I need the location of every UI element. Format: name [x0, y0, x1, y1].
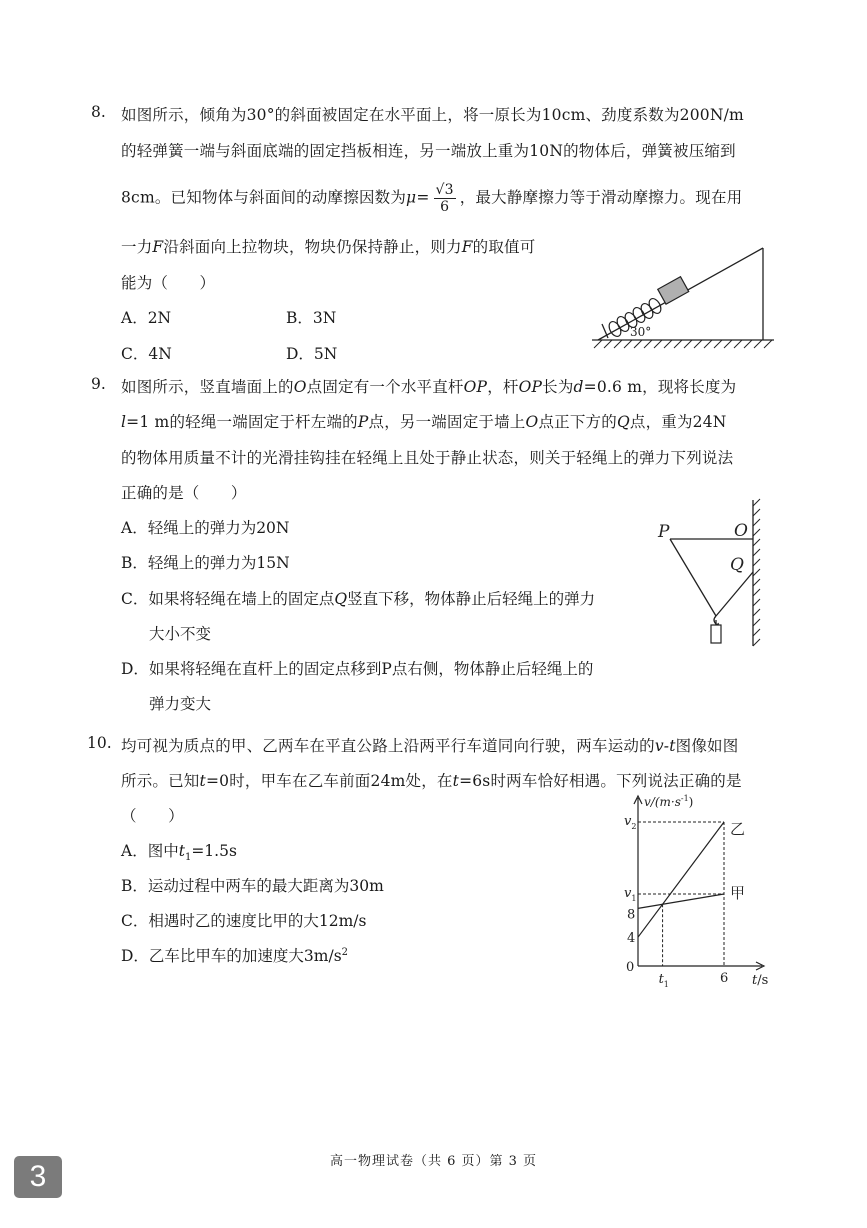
q9-option-a[interactable]: A．轻绳上的弹力为20N — [121, 519, 290, 537]
vt-chart — [612, 790, 792, 990]
x-axis-label: t/s — [752, 973, 769, 988]
rod-op-2: OP — [518, 378, 543, 396]
y-tick-v2: $v_2$ — [624, 814, 637, 831]
force-symbol-2: F — [461, 238, 473, 256]
q10-line-1-b: 图像如图 — [675, 737, 739, 755]
q8-option-c[interactable]: C．4N — [121, 345, 172, 363]
q8-line-1: 如图所示，倾角为30°的斜面被固定在水平面上，将一原长为10cm、劲度系数为200N/m — [121, 106, 744, 124]
q8-line-4 — [121, 235, 535, 257]
q8-line-4-c: 的取值可 — [472, 238, 536, 256]
x-tick-t1: $t_1$ — [658, 972, 669, 989]
fraction-denominator: 6 — [440, 199, 450, 215]
x-tick-6: 6 — [720, 971, 729, 986]
q10-option-a[interactable] — [121, 839, 237, 863]
series-label-jia: 甲 — [730, 884, 746, 902]
q9-line-1-b: 点固定有一个水平直杆 — [306, 378, 464, 396]
q9-line-1-c: ，杆 — [487, 378, 519, 396]
q8-line-4-a: 一力 — [121, 238, 153, 256]
point-o-2: O — [525, 413, 539, 431]
rope-figure — [650, 496, 775, 652]
q9-option-d-cont: 弹力变大 — [149, 695, 212, 713]
q9-option-c-cont: 大小不变 — [149, 625, 212, 643]
q9-option-c-b: 竖直下移，物体静止后轻绳上的弹力 — [347, 590, 596, 608]
q10-line-2 — [121, 769, 742, 791]
point-o: O — [293, 378, 307, 396]
q10-option-a-pre: A．图中 — [121, 842, 179, 860]
q9-option-c-a: C．如果将轻绳在墙上的固定点 — [121, 590, 335, 608]
length-d: d — [573, 378, 584, 396]
q8-option-a[interactable]: A．2N — [121, 309, 172, 327]
label-p: P — [658, 522, 670, 542]
label-o: O — [734, 521, 748, 541]
label-q: Q — [730, 555, 744, 575]
q10-option-c[interactable]: C．相遇时乙的速度比甲的大12m/s — [121, 912, 367, 930]
q8-line-2: 的轻弹簧一端与斜面底端的固定挡板相连，另一端放上重为10N的物体后，弹簧被压缩到 — [121, 142, 736, 160]
q10-option-b[interactable]: B．运动过程中两车的最大距离为30m — [121, 877, 384, 895]
q10-line-1 — [121, 734, 738, 756]
q10-line-2-c: =6s时两车恰好相遇。下列说法正确的是 — [459, 772, 742, 790]
vt-symbol: v-t — [654, 737, 676, 755]
q9-line-2-c: 点正下方的 — [538, 413, 617, 431]
fraction-numerator: √3 — [435, 182, 454, 198]
q8-line-3 — [121, 182, 742, 215]
t1-subscript: 1 — [184, 852, 192, 864]
accel-superscript: 2 — [341, 946, 349, 958]
q9-line-1 — [121, 375, 736, 397]
y-tick-8: 8 — [627, 907, 636, 923]
q8-option-b[interactable]: B．3N — [286, 309, 337, 327]
length-l: l — [121, 413, 127, 431]
q9-line-1-d: 长为 — [542, 378, 574, 396]
page-number-badge: 3 — [14, 1156, 62, 1198]
point-p: P — [357, 413, 369, 431]
q10-option-d[interactable] — [121, 944, 348, 966]
force-symbol: F — [152, 238, 164, 256]
series-line-yi — [638, 822, 724, 937]
q9-option-b[interactable]: B．轻绳上的弹力为15N — [121, 554, 290, 572]
q9-option-c[interactable] — [121, 587, 595, 609]
q8-number: 8. — [91, 103, 106, 121]
q10-number: 10. — [87, 734, 112, 752]
q8-line-5: 能为（ ） — [121, 274, 216, 292]
y-axis-label: $v/(m\cdot s^{-1})$ — [644, 794, 694, 809]
y-tick-v1: $v_1$ — [624, 886, 637, 903]
rod-op: OP — [463, 378, 488, 396]
q10-line-3: （ ） — [121, 807, 184, 825]
q9-line-3: 的物体用质量不计的光滑挂钩挂在轻绳上且处于静止状态，则关于轻绳上的弹力下列说法 — [121, 449, 734, 467]
q10-line-1-a: 均可视为质点的甲、乙两车在平直公路上沿两平行车道同向行驶，两车运动的 — [121, 737, 655, 755]
q10-option-a-post: =1.5s — [191, 842, 237, 860]
y-tick-0: 0 — [626, 960, 635, 975]
page-footer: 高一物理试卷（共 6 页）第 3 页 — [329, 1154, 538, 1169]
q10-line-2-a: 所示。已知 — [121, 772, 200, 790]
q8-option-d[interactable]: D．5N — [286, 345, 338, 363]
q9-line-2-b: 点，另一端固定于墙上 — [368, 413, 526, 431]
incline-angle-label: 30° — [630, 325, 652, 339]
time-symbol: t — [199, 772, 206, 790]
mu-symbol: μ — [406, 188, 417, 207]
q9-line-4: 正确的是（ ） — [121, 484, 247, 502]
t1-symbol: t — [178, 842, 185, 860]
equals-sign: = — [416, 188, 430, 207]
q10-option-d-pre: D．乙车比甲车的加速度大3m/s — [121, 947, 342, 965]
q8-line-3-after: ，最大静摩擦力等于滑动摩擦力。现在用 — [459, 188, 743, 207]
hanging-weight — [711, 625, 721, 643]
q9-number: 9. — [91, 375, 106, 393]
q9-line-1-e: =0.6 m，现将长度为 — [583, 378, 737, 396]
series-label-yi: 乙 — [730, 820, 746, 838]
incline-figure — [588, 244, 778, 352]
series-line-jia — [638, 894, 724, 908]
q9-line-1-a: 如图所示，竖直墙面上的 — [121, 378, 294, 396]
q9-line-2-d: 点，重为24N — [629, 413, 727, 431]
point-q: Q — [616, 413, 630, 431]
y-tick-4: 4 — [627, 931, 636, 947]
q8-line-4-b: 沿斜面向上拉物块，物块仍保持静止，则力 — [163, 238, 462, 256]
q10-line-2-b: =0时，甲车在乙车前面24m处，在 — [205, 772, 453, 790]
point-q-2: Q — [334, 590, 348, 608]
mu-fraction — [434, 182, 456, 215]
block — [658, 277, 689, 304]
q9-line-2 — [121, 410, 727, 432]
q8-line-3-before: 8cm。已知物体与斜面间的动摩擦因数为 — [121, 188, 407, 207]
time-symbol-2: t — [452, 772, 460, 790]
q9-line-2-a: =1 m的轻绳一端固定于杆左端的 — [126, 413, 358, 431]
q9-option-d[interactable]: D．如果将轻绳在直杆上的固定点移到P点右侧，物体静止后轻绳上的 — [121, 660, 594, 678]
